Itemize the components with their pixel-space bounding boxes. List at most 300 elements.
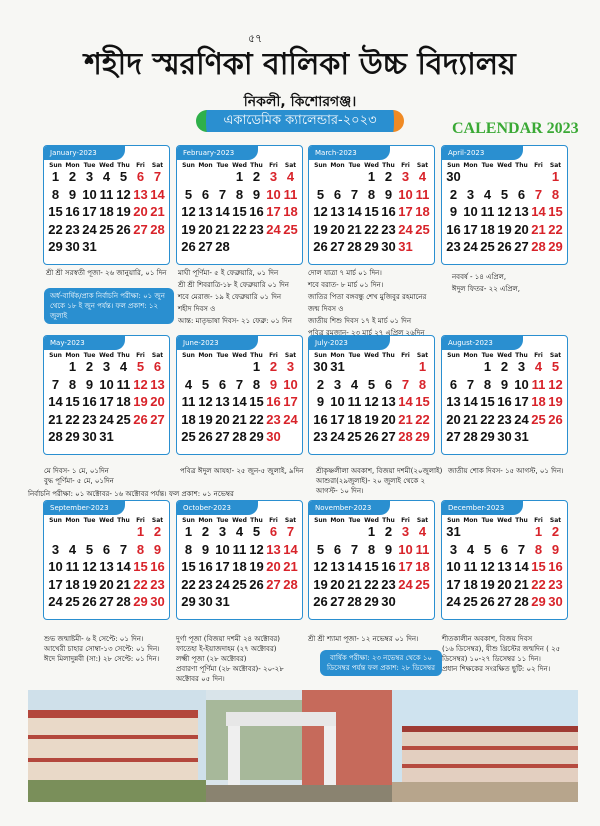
weekday-label: Fri	[401, 162, 410, 169]
day-cell: 8	[367, 541, 376, 557]
day-cell: 27	[215, 429, 230, 444]
day-cell: 6	[153, 359, 162, 374]
day-cell: 11	[347, 394, 362, 409]
day-cell: 13	[215, 394, 230, 409]
day-cell: 6	[102, 541, 111, 557]
weekday-header	[177, 515, 302, 524]
day-cell: 7	[350, 186, 359, 202]
weekday-label: Thu	[382, 352, 395, 359]
day-cell: 3	[51, 541, 60, 557]
day-cell: 24	[398, 221, 413, 237]
weekday-label: Mon	[463, 517, 478, 524]
day-cell: 20	[446, 411, 461, 427]
day-cell: 17	[330, 411, 345, 427]
day-cell: 5	[551, 359, 560, 374]
note: (১৬ ডিসেম্বর), যীশু খ্রিস্টের জন্মদিন ( ২৫	[442, 645, 561, 653]
day-cell: 21	[232, 411, 247, 427]
day-cell	[329, 169, 346, 186]
day-cell: 12	[480, 559, 495, 574]
weekday-label: Tue	[348, 517, 361, 524]
day-cell: 25	[347, 429, 362, 444]
day-cell: 9	[384, 541, 393, 557]
month-name: October-2023	[177, 501, 258, 515]
day-cell	[214, 359, 231, 376]
note: নববর্ষ - ১৪ এপ্রিল,	[452, 273, 507, 281]
day-cell: 10	[330, 394, 345, 409]
note: শ্রী শ্রী সরস্বতী পূজা- ২৬ জানুয়ারি, ০১ দিন	[46, 269, 167, 277]
weekday-label: Wed	[99, 352, 114, 359]
day-cell: 20	[215, 411, 230, 427]
weekday-label: Mon	[330, 352, 345, 359]
day-cell: 13	[99, 559, 114, 574]
day-cell: 25	[65, 594, 80, 609]
weekday-label: Tue	[348, 162, 361, 169]
day-cell: 24	[330, 429, 345, 444]
day-cell: 30	[266, 429, 281, 444]
day-cell: 8	[252, 376, 261, 392]
day-cell: 17	[398, 559, 413, 574]
note: আশুরা(২৯জুলাই)- ২০ জুলাই থেকে ২	[316, 477, 426, 485]
note: দুর্গা পূজা (বিজয়া দশমী ২৪ অক্টোবর)	[176, 635, 280, 643]
note: আন্ত: মাতৃভাষা দিবস- ২১ ফেব্রু: ০১ দিন	[178, 317, 292, 325]
weekday-label: Tue	[481, 162, 494, 169]
day-cell: 26	[181, 239, 196, 254]
day-cell: 16	[82, 394, 97, 409]
day-cell: 11	[480, 204, 495, 219]
weekday-label: Sat	[151, 352, 164, 359]
day-cell: 29	[249, 429, 264, 444]
day-cell: 21	[531, 221, 546, 237]
day-cell	[197, 359, 214, 376]
day-cell	[312, 524, 329, 541]
day-cell: 9	[252, 186, 261, 202]
day-cell: 9	[449, 204, 458, 219]
day-cell: 2	[500, 359, 509, 374]
day-cell: 24	[514, 411, 529, 427]
day-cell: 14	[463, 394, 478, 409]
day-cell: 16	[198, 559, 213, 574]
day-cell: 19	[198, 411, 213, 427]
note: মাঘী পূর্ণিমা- ৫ ই ফেব্রুয়ারি, ০১ দিন	[178, 269, 279, 277]
day-cell: 11	[463, 559, 478, 574]
note: মে দিবস- ১ মে, ০১দিন	[44, 467, 109, 475]
day-cell: 29	[364, 594, 379, 609]
day-cell: 24	[446, 594, 461, 609]
note: লক্ষ্মী পূজা (২৮ অক্টোবর)	[176, 655, 247, 663]
weekday-label: Sat	[284, 352, 297, 359]
day-cell: 14	[283, 541, 298, 557]
school-location: নিকলী, কিশোরগঞ্জ।	[243, 94, 357, 110]
note: প্রধান শিক্ষকের সংরক্ষিত ছুটি: ০২ দিন।	[442, 665, 551, 673]
day-cell: 7	[401, 376, 410, 392]
day-cell: 5	[119, 169, 128, 184]
weekday-label: Tue	[216, 352, 229, 359]
day-cell: 31	[215, 594, 230, 609]
day-cell: 14	[215, 204, 230, 219]
day-cell: 29	[480, 429, 495, 444]
day-cell: 16	[446, 221, 461, 237]
day-cell: 19	[548, 394, 563, 409]
day-cell: 14	[398, 394, 413, 409]
day-cell: 22	[364, 221, 379, 237]
day-cell: 23	[497, 411, 512, 427]
note: পবিত্র ঈদুল আযহা- ২৫ জুন-৫ জুলাই, ৯দিন	[180, 467, 304, 475]
day-cell	[363, 359, 380, 376]
day-cell: 29	[48, 239, 63, 254]
day-cell: 3	[102, 359, 111, 374]
day-cell: 28	[347, 594, 362, 609]
day-cell: 17	[283, 394, 298, 409]
day-cell: 1	[483, 359, 492, 374]
day-cell: 27	[446, 429, 461, 444]
day-cell: 15	[415, 394, 430, 409]
day-cell: 23	[381, 221, 396, 237]
weekday-label: Fri	[534, 162, 543, 169]
day-cell: 3	[218, 524, 227, 539]
day-cell: 4	[68, 541, 77, 557]
day-cell: 7	[534, 186, 543, 202]
day-cell: 5	[252, 524, 261, 539]
day-cell: 2	[384, 524, 393, 539]
day-cell: 22	[531, 576, 546, 592]
day-cell: 11	[65, 559, 80, 574]
day-cell: 14	[514, 559, 529, 574]
day-cell: 23	[446, 239, 461, 254]
day-cell: 10	[215, 541, 230, 557]
weekday-label: Wed	[497, 352, 512, 359]
weekday-label: Sun	[447, 352, 460, 359]
weekday-label: Mon	[463, 352, 478, 359]
day-cell: 17	[463, 221, 478, 237]
day-cell: 15	[48, 204, 63, 219]
day-cell: 4	[184, 376, 193, 392]
weekday-label: Thu	[515, 517, 528, 524]
weekday-label: Sun	[49, 352, 62, 359]
day-cell: 20	[266, 559, 281, 574]
day-cell: 26	[82, 594, 97, 609]
day-cell: 20	[150, 394, 165, 409]
day-cell: 19	[480, 576, 495, 592]
weekday-label: Sun	[314, 162, 327, 169]
day-cell: 28	[398, 429, 413, 444]
day-cell: 17	[99, 394, 114, 409]
day-cell: 19	[249, 559, 264, 574]
day-cell	[64, 524, 81, 541]
note: ফাতেহা ই-ইয়াজদাহম (২৭ অক্টোবর)	[176, 645, 277, 653]
day-cell: 24	[398, 576, 413, 592]
day-cell: 20	[381, 411, 396, 427]
day-cell: 14	[347, 204, 362, 219]
day-cell: 27	[330, 239, 345, 254]
day-cell: 8	[68, 376, 77, 392]
note: জাতীয় শোক দিবস- ১৫ আগস্ট, ০১ দিন।	[448, 467, 564, 475]
building-illustration-right	[392, 690, 578, 802]
day-cell: 7	[517, 541, 526, 557]
day-cell: 11	[232, 541, 247, 557]
day-cell: 11	[181, 394, 196, 409]
day-cell: 10	[283, 376, 298, 392]
weekday-label: Fri	[534, 517, 543, 524]
day-cell: 11	[99, 186, 114, 202]
day-cell: 7	[51, 376, 60, 392]
day-cell: 23	[150, 576, 165, 592]
weekday-label: Sat	[549, 517, 562, 524]
weekday-label: Thu	[515, 162, 528, 169]
day-cell: 1	[367, 169, 376, 184]
day-cell: 25	[181, 429, 196, 444]
day-cell	[197, 169, 214, 186]
note: পবিত্র রমজান- ২৩ মার্চ ২৭ এপ্রিল ২৬দিন	[308, 329, 425, 337]
day-cell: 12	[313, 559, 328, 574]
weekday-label: Sat	[151, 162, 164, 169]
day-cell: 12	[313, 204, 328, 219]
day-cell	[180, 169, 197, 186]
note: ঈদুল ফিতর- ২২ এপ্রিল,	[452, 285, 520, 293]
day-cell: 15	[65, 394, 80, 409]
day-cell: 13	[514, 204, 529, 219]
day-cell: 22	[548, 221, 563, 237]
day-cell: 13	[446, 394, 461, 409]
day-cell: 8	[418, 376, 427, 392]
day-cell: 27	[266, 576, 281, 592]
day-cell: 6	[201, 186, 210, 202]
weekday-label: Wed	[364, 162, 379, 169]
day-cell: 8	[483, 376, 492, 392]
day-cell: 7	[119, 541, 128, 557]
weekday-label: Mon	[330, 517, 345, 524]
day-cell: 10	[82, 186, 97, 202]
day-cell: 10	[514, 376, 529, 392]
day-cell: 21	[514, 576, 529, 592]
day-cell	[115, 524, 132, 541]
exam-info-3: বার্ষিক পরীক্ষা: ২৩ নভেম্বর থেকে ১০ ডিসেম্বর পর্যন্ত ফল প্রকাশ: ২৮ ডিসেম্বর	[320, 650, 442, 676]
day-cell: 12	[133, 376, 148, 392]
day-cell: 17	[82, 204, 97, 219]
weekday-label: Mon	[65, 352, 80, 359]
day-cell	[346, 524, 363, 541]
day-cell: 31	[82, 239, 97, 254]
day-cell: 23	[198, 576, 213, 592]
day-cell: 9	[500, 376, 509, 392]
weekday-label: Fri	[534, 352, 543, 359]
day-cell: 8	[184, 541, 193, 557]
day-cell: 19	[364, 411, 379, 427]
day-cell: 28	[232, 429, 247, 444]
day-cell: 16	[497, 394, 512, 409]
weekday-label: Wed	[364, 352, 379, 359]
day-cell: 28	[48, 429, 63, 444]
day-cell: 15	[548, 204, 563, 219]
day-cell: 24	[215, 576, 230, 592]
month-calendar	[441, 145, 568, 265]
day-cell	[98, 524, 115, 541]
day-cell	[496, 524, 513, 541]
weekday-label: Tue	[83, 517, 96, 524]
day-cell: 19	[133, 394, 148, 409]
day-cell: 27	[330, 594, 345, 609]
weekday-label: Sat	[151, 517, 164, 524]
day-cell: 8	[136, 541, 145, 557]
weekday-label: Tue	[481, 352, 494, 359]
day-cell: 13	[150, 376, 165, 392]
day-cell: 16	[381, 204, 396, 219]
day-cell: 23	[313, 429, 328, 444]
day-cell: 25	[463, 594, 478, 609]
day-cell: 15	[232, 204, 247, 219]
day-cell: 14	[48, 394, 63, 409]
day-cell: 22	[480, 411, 495, 427]
days-grid	[177, 169, 302, 256]
day-cell: 16	[266, 394, 281, 409]
weekday-header	[44, 350, 169, 359]
day-cell: 4	[235, 524, 244, 539]
weekday-label: Tue	[481, 517, 494, 524]
day-cell: 26	[133, 411, 148, 427]
day-cell: 24	[463, 239, 478, 254]
day-cell	[329, 524, 346, 541]
building-illustration-left	[28, 690, 206, 802]
day-cell: 1	[184, 524, 193, 539]
day-cell: 28	[463, 429, 478, 444]
day-cell: 21	[48, 411, 63, 427]
exam-info-1: অর্ধ-বার্ষিক/প্রাক নির্বাচনি পরীক্ষা: ০১ জুন থেকে ১৮ ই জুন পর্যন্ত। ফল প্রকাশ: ১২ জুলাই	[44, 288, 174, 324]
day-cell: 14	[347, 559, 362, 574]
month-calendar	[176, 335, 303, 455]
day-cell: 19	[313, 221, 328, 237]
month-name: June-2023	[177, 336, 258, 350]
day-cell	[47, 359, 64, 376]
weekday-label: Fri	[269, 162, 278, 169]
weekday-label: Fri	[269, 517, 278, 524]
weekday-label: Sat	[416, 517, 429, 524]
day-cell: 21	[463, 411, 478, 427]
month-calendar	[176, 145, 303, 265]
day-cell: 6	[269, 524, 278, 539]
note: প্রবারণা পূর্ণিমা (২৮ অক্টোবর)- ২০-২৮	[176, 665, 284, 673]
academic-calendar-banner: একাডেমিক ক্যালেন্ডার-২০২৩	[196, 110, 404, 132]
day-cell: 6	[333, 186, 342, 202]
day-cell: 4	[119, 359, 128, 374]
school-building-photo-left	[28, 690, 206, 802]
day-cell	[81, 524, 98, 541]
day-cell: 2	[201, 524, 210, 539]
note: শহীদ দিবস ও	[178, 305, 216, 313]
day-cell: 3	[517, 359, 526, 374]
day-cell: 17	[446, 576, 461, 592]
day-cell: 25	[415, 221, 430, 237]
school-building-photo-right	[392, 690, 578, 802]
weekday-header	[177, 350, 302, 359]
day-cell: 8	[367, 186, 376, 202]
day-cell: 8	[551, 186, 560, 202]
weekday-label: Sun	[447, 517, 460, 524]
day-cell: 31	[398, 239, 413, 254]
day-cell: 28	[531, 239, 546, 254]
days-grid	[44, 524, 169, 611]
weekday-label: Wed	[232, 517, 247, 524]
day-cell: 7	[153, 169, 162, 184]
month-name: December-2023	[442, 501, 523, 515]
day-cell: 3	[286, 359, 295, 374]
weekday-label: Tue	[216, 162, 229, 169]
day-cell: 17	[266, 204, 281, 219]
weekday-label: Mon	[330, 162, 345, 169]
day-cell: 21	[398, 411, 413, 427]
day-cell: 11	[283, 186, 298, 202]
weekday-header	[309, 515, 434, 524]
day-cell: 26	[249, 576, 264, 592]
day-cell: 14	[531, 204, 546, 219]
day-cell: 25	[232, 576, 247, 592]
weekday-label: Mon	[463, 162, 478, 169]
weekday-label: Sun	[447, 162, 460, 169]
weekday-label: Sat	[416, 352, 429, 359]
weekday-label: Fri	[136, 162, 145, 169]
day-cell: 30	[497, 429, 512, 444]
day-cell: 22	[415, 411, 430, 427]
weekday-label: Mon	[65, 517, 80, 524]
day-cell: 24	[283, 411, 298, 427]
day-cell: 23	[266, 411, 281, 427]
note: শ্রীকৃষ্ণলীলা অবকাশ, বিজয়া দশমী(২০জুলাই)	[316, 467, 443, 475]
day-cell: 4	[286, 169, 295, 184]
day-cell: 24	[99, 411, 114, 427]
day-cell	[47, 524, 64, 541]
weekday-label: Sat	[284, 517, 297, 524]
day-cell	[346, 169, 363, 186]
weekday-label: Mon	[198, 162, 213, 169]
month-name: September-2023	[44, 501, 125, 515]
month-name: November-2023	[309, 501, 390, 515]
day-cell: 3	[449, 541, 458, 557]
day-cell: 10	[463, 204, 478, 219]
day-cell: 30	[150, 594, 165, 609]
day-cell: 28	[514, 594, 529, 609]
weekday-label: Mon	[65, 162, 80, 169]
day-cell: 16	[65, 204, 80, 219]
day-cell: 29	[364, 239, 379, 254]
day-cell: 30	[65, 239, 80, 254]
day-cell: 31	[446, 524, 461, 539]
day-cell	[496, 169, 513, 186]
day-cell: 5	[136, 359, 145, 374]
weekday-label: Wed	[364, 517, 379, 524]
day-cell: 6	[218, 376, 227, 392]
day-cell: 2	[269, 359, 278, 374]
weekday-label: Sat	[549, 162, 562, 169]
day-cell: 30	[548, 594, 563, 609]
day-cell: 20	[497, 576, 512, 592]
month-calendar	[441, 335, 568, 455]
day-cell: 29	[415, 429, 430, 444]
day-cell: 21	[116, 576, 131, 592]
gate-illustration	[206, 690, 392, 802]
day-cell: 5	[316, 541, 325, 557]
day-cell: 7	[286, 524, 295, 539]
note: শবে মেরাজ- ১৯ ই ফেব্রুয়ারি ০১ দিন	[178, 293, 282, 301]
day-cell: 26	[497, 239, 512, 254]
day-cell: 12	[497, 204, 512, 219]
day-cell: 19	[82, 576, 97, 592]
day-cell: 23	[381, 576, 396, 592]
days-grid	[442, 169, 567, 256]
day-cell: 6	[517, 186, 526, 202]
day-cell: 13	[266, 541, 281, 557]
day-cell	[513, 169, 530, 186]
day-cell: 13	[133, 186, 148, 202]
day-cell: 9	[551, 541, 560, 557]
day-cell: 23	[65, 221, 80, 237]
